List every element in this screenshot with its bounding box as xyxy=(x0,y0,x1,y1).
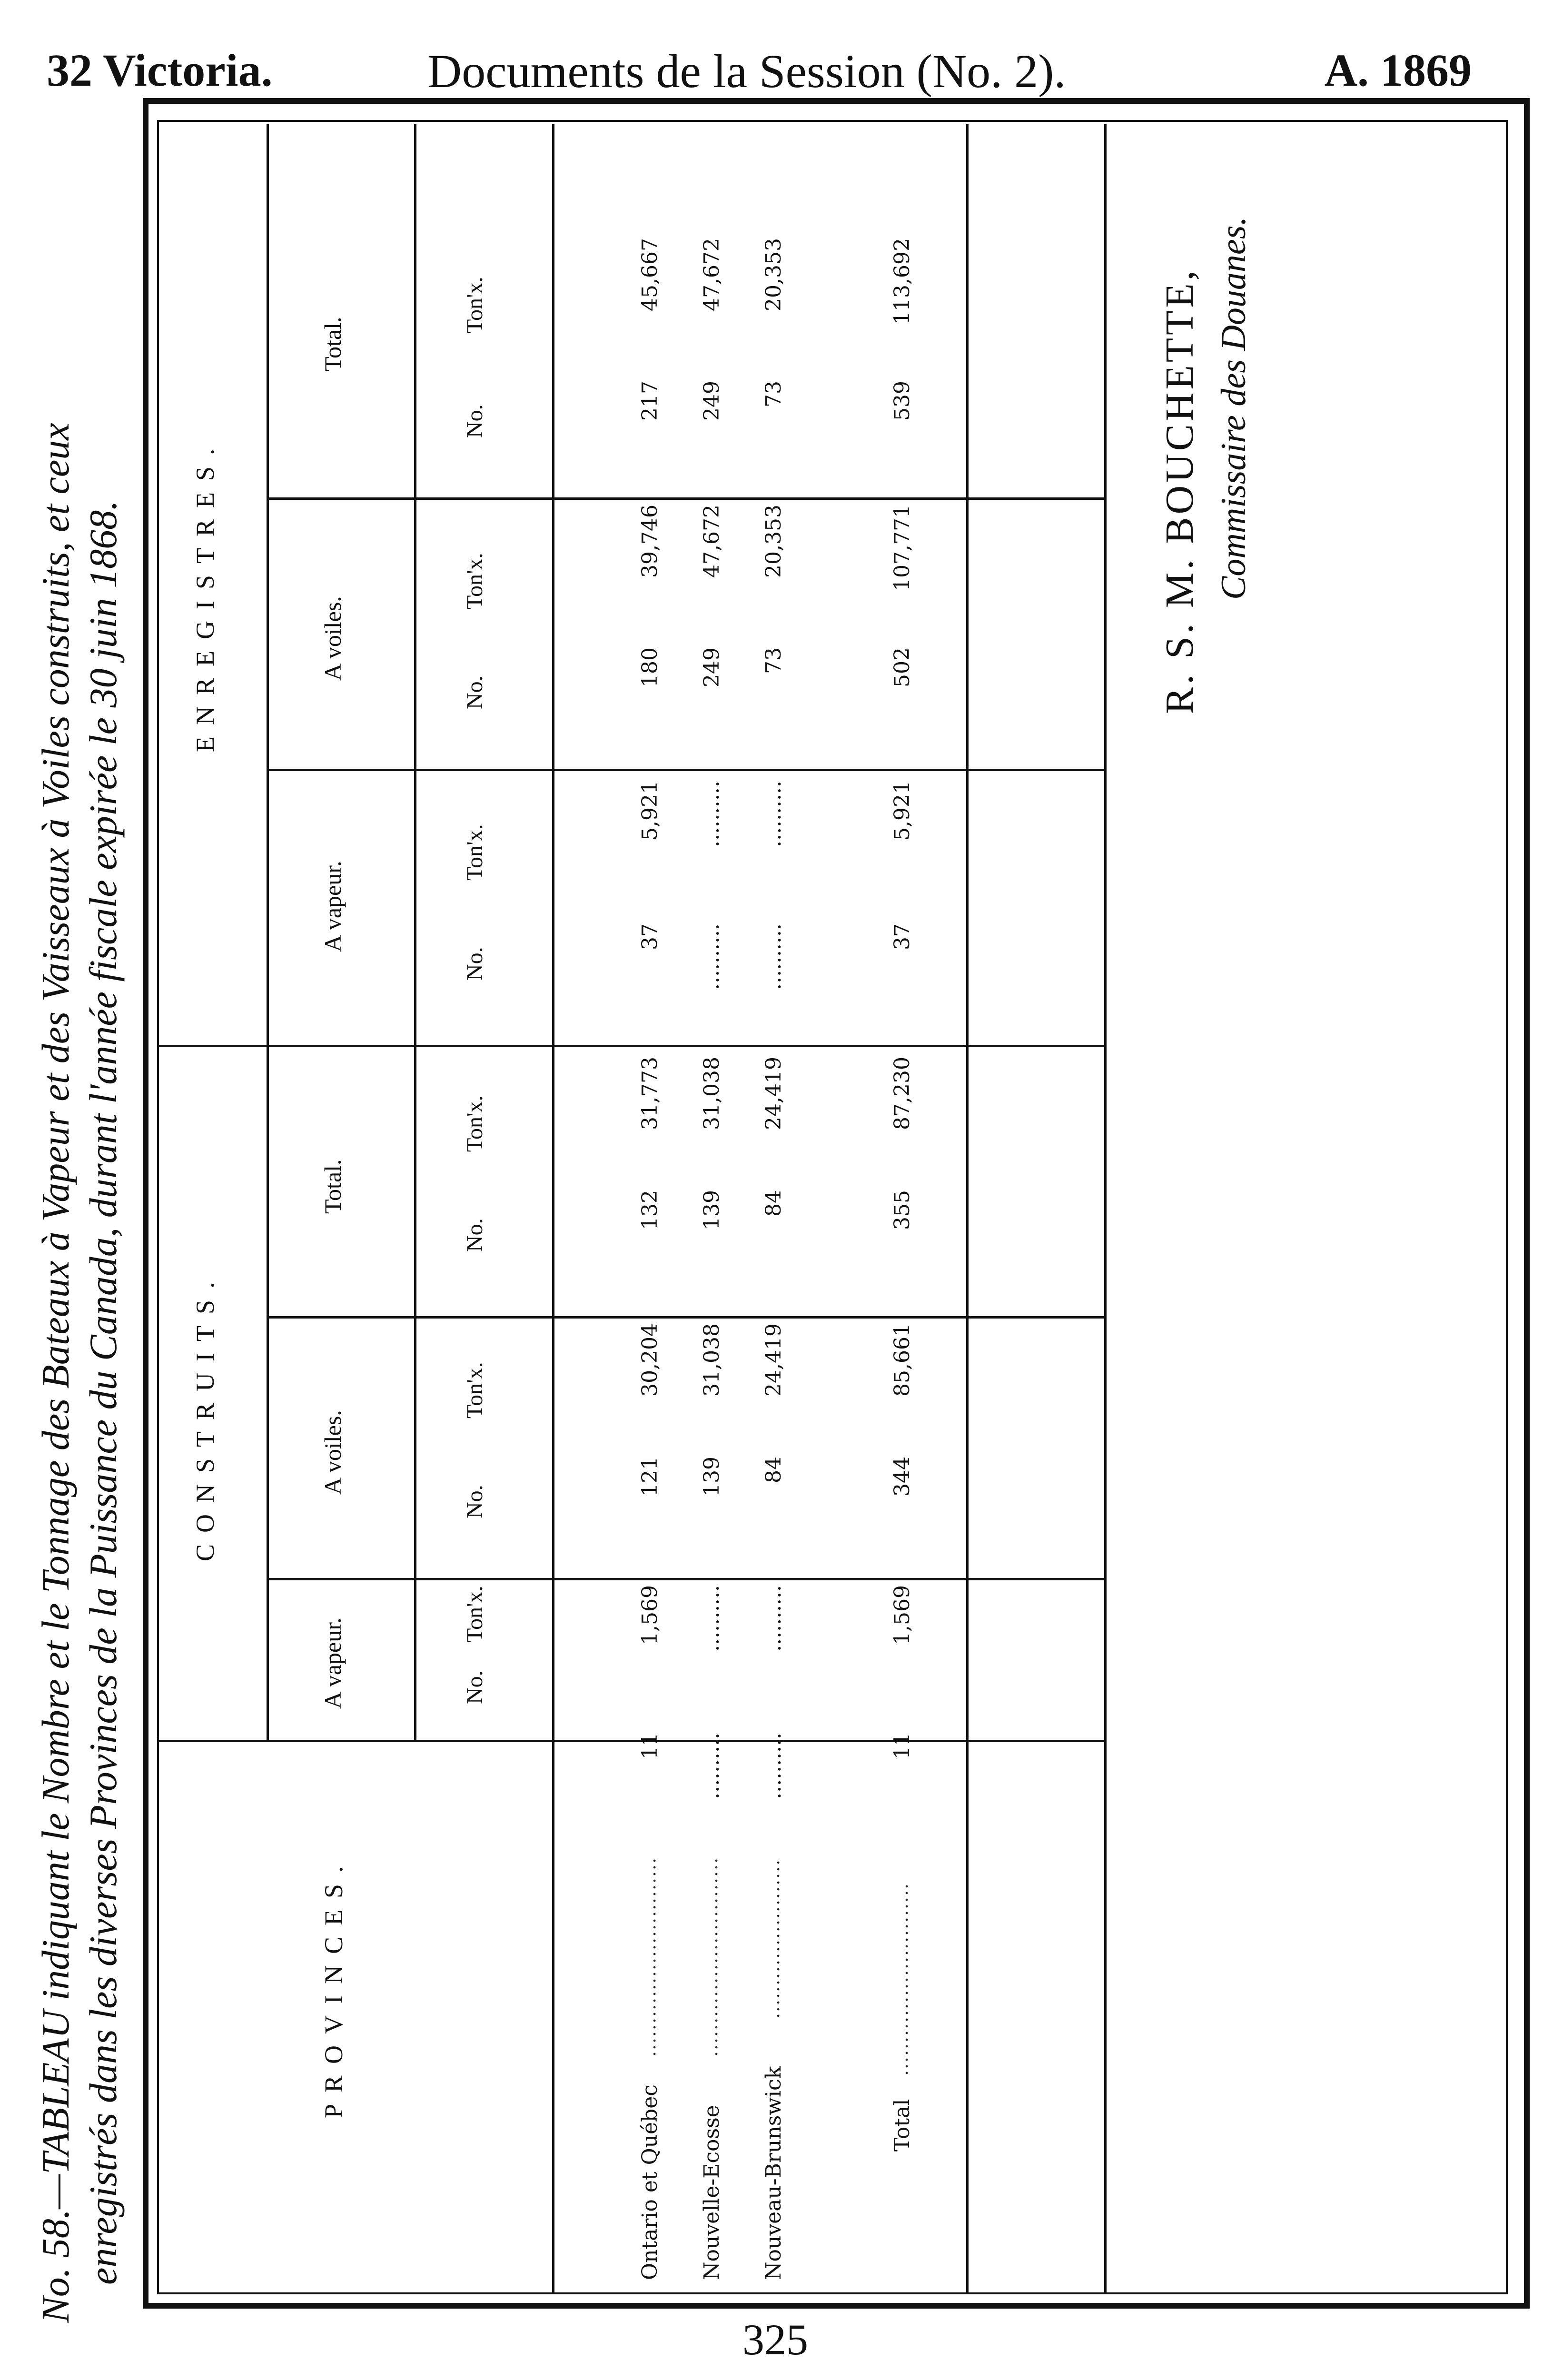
table-cell: 37 xyxy=(638,923,662,950)
construits-header: CONSTRUITS. xyxy=(191,1270,219,1561)
group-label: A vapeur. xyxy=(319,1617,346,1709)
table-cell: 249 xyxy=(700,381,724,421)
table-cell: 31,038 xyxy=(700,1057,724,1130)
subheader-rule xyxy=(414,124,416,1742)
sub-label: No. xyxy=(462,1670,487,1704)
group-header-rule xyxy=(267,124,269,1742)
table-cell: 45,667 xyxy=(638,238,662,311)
table-cell: 47,672 xyxy=(700,505,724,578)
total-cell: 502 xyxy=(890,647,914,687)
table-cell: 39,746 xyxy=(638,505,662,578)
table-cell: .......... xyxy=(700,923,724,990)
total-cell: 113,692 xyxy=(890,238,914,325)
table-cell: 132 xyxy=(638,1190,662,1230)
enregistres-header: ENREGISTRES. xyxy=(191,437,219,752)
table-cell: 31,038 xyxy=(700,1323,724,1397)
table-cell: 73 xyxy=(762,381,786,407)
table-cell: 139 xyxy=(700,1457,724,1497)
table-cell: 5,921 xyxy=(638,781,662,841)
table-cell: 47,672 xyxy=(700,238,724,311)
table-cell: 73 xyxy=(762,647,786,674)
header-document-title: Documents de la Session (No. 2). xyxy=(427,45,1066,98)
signatory-name: R. S. M. BOUCHETTE, xyxy=(1157,268,1202,714)
table-cell: 30,204 xyxy=(638,1323,662,1397)
sub-label: No. xyxy=(462,1485,487,1518)
sub-label: No. xyxy=(462,404,487,438)
total-cell: 539 xyxy=(890,381,914,421)
table-cell: 20,353 xyxy=(762,505,786,578)
row-label: Ontario et Québec xyxy=(638,2084,662,2280)
table-cell: 24,419 xyxy=(762,1057,786,1130)
table-cell: .......... xyxy=(700,781,724,847)
total-cell: 11 xyxy=(890,1733,914,1759)
sub-label: No. xyxy=(462,675,487,709)
sub-label: No. xyxy=(462,947,487,981)
table-cell: 84 xyxy=(762,1190,786,1217)
total-cell: 87,230 xyxy=(890,1057,914,1130)
table-cell: .......... xyxy=(762,923,786,990)
sub-label: Ton'x. xyxy=(462,1095,487,1152)
group-label: A vapeur. xyxy=(319,861,346,952)
sub-label: Ton'x. xyxy=(462,1586,487,1642)
signatory-title: Commissaire des Douanes. xyxy=(1214,216,1253,600)
table-cell: .......... xyxy=(762,1585,786,1652)
table-cell: 31,773 xyxy=(638,1057,662,1130)
total-rule xyxy=(966,124,969,2294)
leader-dots: .............................. xyxy=(700,1856,722,2056)
header-body-rule xyxy=(552,124,554,2294)
total-cell: 107,771 xyxy=(890,505,914,591)
col-sep xyxy=(267,497,1104,500)
table-cell: 139 xyxy=(700,1190,724,1230)
leader-dots: .............................. xyxy=(638,1856,660,2056)
leader-dots: ............................. xyxy=(890,1882,912,2075)
caption-line-2: enregistrés dans les diverses Provinces de la Puissance du Canada, durant l'année fiscale expirée le 30 juin 1868. xyxy=(81,500,125,2285)
sub-label: No. xyxy=(462,1218,487,1252)
total-cell: 85,661 xyxy=(890,1323,914,1397)
table-cell: .......... xyxy=(762,781,786,847)
total-cell: 355 xyxy=(890,1190,914,1230)
col-sep xyxy=(267,1578,1104,1580)
header-session-year: 32 Victoria. xyxy=(47,45,273,96)
sub-label: Ton'x. xyxy=(462,553,487,609)
table-cell: 121 xyxy=(638,1457,662,1497)
col-sep xyxy=(267,1316,1104,1319)
table-cell: 1,569 xyxy=(638,1585,662,1645)
sub-label: Ton'x. xyxy=(462,277,487,333)
row-label: Nouveau-Brunswick xyxy=(762,2066,786,2280)
caption-line-1: No. 58.—TABLEAU indiquant le Nombre et le Tonnage des Bateaux à Vapeur et des Vaisseaux à Voiles construits, et ceux xyxy=(34,423,77,2323)
group-label: Total. xyxy=(319,1159,346,1214)
table-cell: 84 xyxy=(762,1457,786,1483)
sub-label: Ton'x. xyxy=(462,824,487,881)
table-cell: 11 xyxy=(638,1733,662,1759)
rotated-table-page xyxy=(34,86,1499,2323)
table-cell: .......... xyxy=(700,1585,724,1652)
total-cell: 5,921 xyxy=(890,781,914,841)
total-cell: 1,569 xyxy=(890,1585,914,1645)
table-frame-inner xyxy=(157,120,1508,2294)
group-label: A voiles. xyxy=(319,596,346,681)
provinces-header: PROVINCES. xyxy=(319,1854,348,2118)
total-cell: 37 xyxy=(890,923,914,950)
construits-enregistres-separator xyxy=(157,1045,1104,1047)
table-cell: .......... xyxy=(700,1733,724,1799)
row-label: Nouvelle-Ecosse xyxy=(700,2105,724,2280)
table-cell: 20,353 xyxy=(762,238,786,311)
table-cell: 24,419 xyxy=(762,1323,786,1397)
group-label: A voiles. xyxy=(319,1410,346,1495)
table-cell: .......... xyxy=(762,1733,786,1799)
group-label: Total. xyxy=(319,317,346,371)
total-cell: 344 xyxy=(890,1457,914,1497)
col-sep xyxy=(267,769,1104,771)
sub-label: Ton'x. xyxy=(462,1362,487,1418)
table-cell: 249 xyxy=(700,647,724,687)
provinces-separator xyxy=(157,1740,1104,1742)
total-label: Total xyxy=(890,2099,914,2152)
header-doc-number: A. 1869 xyxy=(1324,45,1472,96)
leader-dots: ........................ xyxy=(762,1858,783,2018)
table-cell: 217 xyxy=(638,381,662,421)
page-number: 325 xyxy=(742,2315,808,2364)
table-cell: 180 xyxy=(638,647,662,687)
table-bottom-rule xyxy=(1104,124,1107,2294)
